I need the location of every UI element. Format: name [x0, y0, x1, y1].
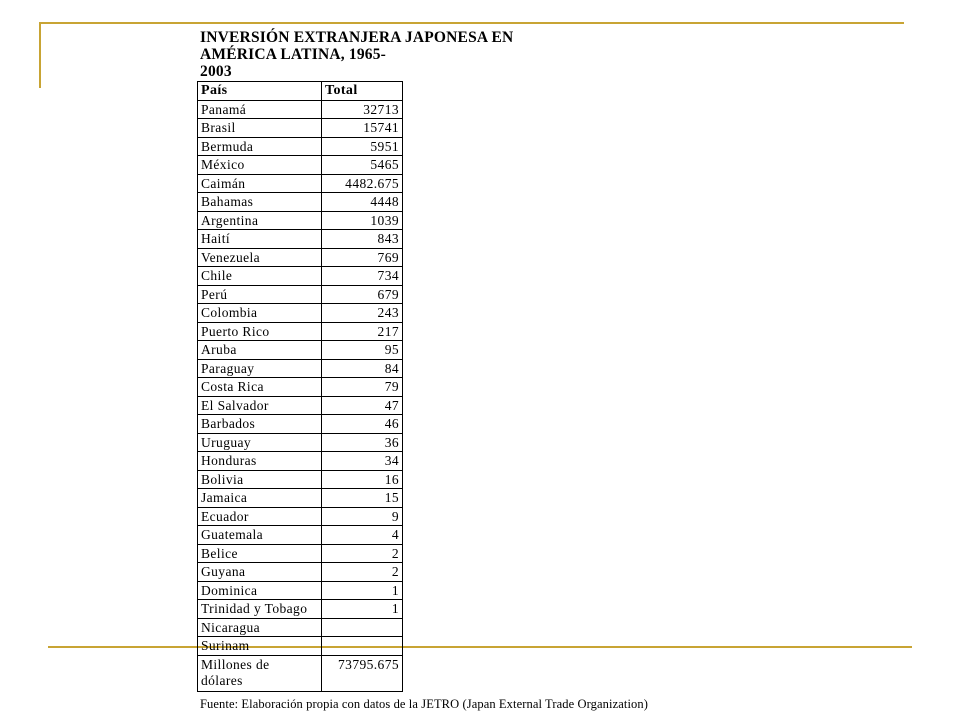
source-note: Fuente: Elaboración propia con datos de la JETRO (Japan External Trade Organization) [200, 697, 648, 711]
table-row [198, 174, 403, 193]
country-cell: Dominica [198, 581, 322, 600]
total-label-cell [198, 655, 322, 691]
total-cell: 34 [322, 452, 403, 471]
total-cell: 1 [322, 581, 403, 600]
table-row [198, 618, 403, 637]
country-cell: Aruba [198, 341, 322, 360]
total-cell: 4 [322, 526, 403, 545]
total-cell: 15741 [322, 119, 403, 138]
total-cell: 217 [322, 322, 403, 341]
table-row [198, 100, 403, 119]
table-row [198, 267, 403, 286]
total-cell: 734 [322, 267, 403, 286]
country-cell: Venezuela [198, 248, 322, 267]
title-line-1: INVERSIÓN EXTRANJERA JAPONESA EN [200, 29, 514, 46]
total-cell: 843 [322, 230, 403, 249]
country-cell: Puerto Rico [198, 322, 322, 341]
total-cell: 1 [322, 600, 403, 619]
country-cell: Honduras [198, 452, 322, 471]
table-row [198, 304, 403, 323]
table-header-row [198, 82, 403, 101]
slide-frame-top-line [40, 22, 904, 24]
table-row [198, 193, 403, 212]
table-row [198, 433, 403, 452]
table-row [198, 378, 403, 397]
country-cell: El Salvador [198, 396, 322, 415]
total-cell [322, 618, 403, 637]
total-label-line-1: Millones de [201, 656, 270, 672]
table-row [198, 359, 403, 378]
country-cell: Costa Rica [198, 378, 322, 397]
title-line-2: AMÉRICA LATINA, 1965- [200, 46, 387, 63]
table-row [198, 211, 403, 230]
total-cell: 9 [322, 507, 403, 526]
country-cell: México [198, 156, 322, 175]
slide-frame-bottom-line [48, 646, 912, 648]
country-cell: Trinidad y Tobago [198, 600, 322, 619]
total-cell: 769 [322, 248, 403, 267]
table-row [198, 526, 403, 545]
country-cell: Nicaragua [198, 618, 322, 637]
total-cell: 2 [322, 563, 403, 582]
country-cell: Haití [198, 230, 322, 249]
country-cell: Chile [198, 267, 322, 286]
country-cell: Caimán [198, 174, 322, 193]
table-row [198, 156, 403, 175]
country-cell: Ecuador [198, 507, 322, 526]
table-row [198, 322, 403, 341]
table-row [198, 248, 403, 267]
total-cell: 47 [322, 396, 403, 415]
slide-frame-left-line [39, 22, 41, 88]
total-cell: 679 [322, 285, 403, 304]
total-cell: 46 [322, 415, 403, 434]
country-cell: Bahamas [198, 193, 322, 212]
total-cell [322, 637, 403, 656]
country-cell: Brasil [198, 119, 322, 138]
table-row [198, 507, 403, 526]
total-label-line-2: dólares [201, 672, 243, 688]
table-row [198, 119, 403, 138]
country-cell: Perú [198, 285, 322, 304]
total-cell: 5465 [322, 156, 403, 175]
table-row [198, 581, 403, 600]
total-cell: 16 [322, 470, 403, 489]
investment-table [197, 81, 403, 692]
table-row [198, 544, 403, 563]
country-cell: Guatemala [198, 526, 322, 545]
title-line-3: 2003 [200, 63, 232, 80]
table-row [198, 415, 403, 434]
table-row [198, 563, 403, 582]
total-cell: 95 [322, 341, 403, 360]
country-cell: Panamá [198, 100, 322, 119]
total-cell: 2 [322, 544, 403, 563]
total-cell: 84 [322, 359, 403, 378]
total-cell: 1039 [322, 211, 403, 230]
country-cell: Bolivia [198, 470, 322, 489]
table-row [198, 396, 403, 415]
total-cell: 5951 [322, 137, 403, 156]
country-cell: Jamaica [198, 489, 322, 508]
country-cell: Guyana [198, 563, 322, 582]
table-row [198, 637, 403, 656]
total-cell: 243 [322, 304, 403, 323]
total-cell: 79 [322, 378, 403, 397]
table-row [198, 137, 403, 156]
table-row [198, 452, 403, 471]
country-cell: Surinam [198, 637, 322, 656]
country-cell: Uruguay [198, 433, 322, 452]
country-cell: Colombia [198, 304, 322, 323]
table-row [198, 600, 403, 619]
total-cell: 15 [322, 489, 403, 508]
table-title [200, 29, 530, 80]
column-header-total: Total [322, 82, 403, 101]
table-body [198, 100, 403, 691]
table-row [198, 285, 403, 304]
country-cell: Barbados [198, 415, 322, 434]
table-row [198, 341, 403, 360]
total-value-cell: 73795.675 [322, 655, 403, 691]
country-cell: Belice [198, 544, 322, 563]
table-row [198, 489, 403, 508]
country-cell: Argentina [198, 211, 322, 230]
column-header-country: País [198, 82, 322, 101]
table-row [198, 470, 403, 489]
total-cell: 36 [322, 433, 403, 452]
country-cell: Bermuda [198, 137, 322, 156]
total-cell: 4448 [322, 193, 403, 212]
country-cell: Paraguay [198, 359, 322, 378]
total-cell: 4482.675 [322, 174, 403, 193]
table-row [198, 230, 403, 249]
table-row-total [198, 655, 403, 691]
total-cell: 32713 [322, 100, 403, 119]
